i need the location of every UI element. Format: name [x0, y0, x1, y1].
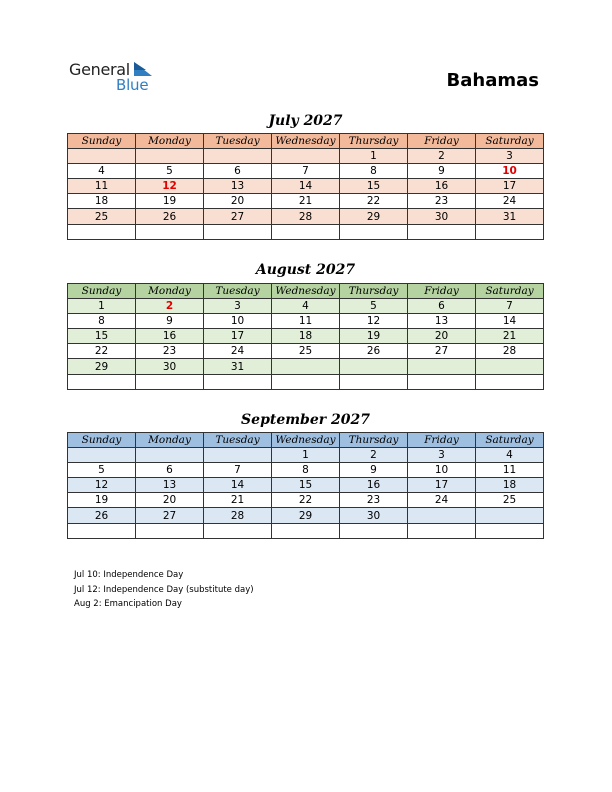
day-cell: 10 [204, 314, 272, 329]
empty-day-cell [136, 374, 204, 389]
empty-day-cell [476, 508, 544, 523]
day-cell: 19 [136, 194, 204, 209]
day-cell: 11 [272, 314, 340, 329]
month-title-august: August 2027 [255, 262, 356, 278]
logo-general-text: General [69, 60, 130, 79]
logo-flag-icon [134, 62, 154, 78]
weekday-header: Tuesday [204, 433, 272, 448]
day-cell: 10 [476, 164, 544, 179]
holiday-notes [74, 568, 254, 612]
weekday-header: Thursday [340, 284, 408, 299]
day-cell: 13 [204, 179, 272, 194]
holiday-note: Jul 12: Independence Day (substitute day) [74, 584, 254, 595]
empty-day-cell [68, 149, 136, 164]
day-cell: 6 [204, 164, 272, 179]
day-cell: 24 [204, 344, 272, 359]
week-row [68, 329, 544, 344]
day-cell: 15 [272, 478, 340, 493]
day-cell: 29 [340, 209, 408, 224]
day-cell: 26 [340, 344, 408, 359]
day-cell: 12 [68, 478, 136, 493]
day-cell: 17 [204, 329, 272, 344]
day-cell: 9 [340, 463, 408, 478]
day-cell: 6 [408, 299, 476, 314]
week-row [68, 493, 544, 508]
day-cell: 5 [68, 463, 136, 478]
weekday-header: Tuesday [204, 284, 272, 299]
day-cell: 23 [408, 194, 476, 209]
holiday-note: Jul 10: Independence Day [74, 570, 184, 580]
holiday-note: Aug 2: Emancipation Day [74, 599, 182, 609]
day-cell: 1 [272, 448, 340, 463]
logo-blue-text: Blue [116, 76, 149, 94]
day-cell: 18 [476, 478, 544, 493]
day-cell: 3 [476, 149, 544, 164]
empty-day-cell [272, 359, 340, 374]
day-cell: 1 [340, 149, 408, 164]
day-cell: 27 [136, 508, 204, 523]
day-cell: 16 [136, 329, 204, 344]
week-row [68, 314, 544, 329]
weekday-header: Monday [136, 134, 204, 149]
logo [69, 60, 169, 96]
weekday-header: Thursday [340, 134, 408, 149]
day-cell: 8 [340, 164, 408, 179]
day-cell: 27 [204, 209, 272, 224]
empty-day-cell [408, 359, 476, 374]
weekday-header-row [68, 284, 544, 299]
empty-day-cell [136, 448, 204, 463]
day-cell: 24 [408, 493, 476, 508]
empty-day-cell [272, 374, 340, 389]
empty-day-cell [476, 359, 544, 374]
weekday-header: Thursday [340, 433, 408, 448]
week-row [68, 374, 544, 389]
calendar-august [67, 283, 544, 390]
day-cell: 22 [272, 493, 340, 508]
day-cell: 6 [136, 463, 204, 478]
empty-day-cell [476, 374, 544, 389]
empty-day-cell [272, 224, 340, 239]
day-cell: 2 [136, 299, 204, 314]
day-cell: 19 [340, 329, 408, 344]
day-cell: 9 [136, 314, 204, 329]
day-cell: 7 [204, 463, 272, 478]
weekday-header: Sunday [68, 134, 136, 149]
day-cell: 14 [272, 179, 340, 194]
day-cell: 26 [136, 209, 204, 224]
day-cell: 23 [136, 344, 204, 359]
weekday-header: Wednesday [272, 433, 340, 448]
day-cell: 4 [68, 164, 136, 179]
day-cell: 30 [408, 209, 476, 224]
empty-day-cell [272, 523, 340, 538]
day-cell: 8 [272, 463, 340, 478]
empty-day-cell [476, 224, 544, 239]
day-cell: 12 [340, 314, 408, 329]
calendar-july [67, 133, 544, 240]
day-cell: 3 [408, 448, 476, 463]
weekday-header: Friday [408, 134, 476, 149]
week-row [68, 149, 544, 164]
day-cell: 30 [340, 508, 408, 523]
day-cell: 26 [68, 508, 136, 523]
weekday-header: Monday [136, 284, 204, 299]
day-cell: 31 [476, 209, 544, 224]
weekday-header: Saturday [476, 284, 544, 299]
week-row [68, 359, 544, 374]
week-row [68, 164, 544, 179]
weekday-header: Saturday [476, 433, 544, 448]
day-cell: 20 [408, 329, 476, 344]
day-cell: 13 [408, 314, 476, 329]
day-cell: 25 [68, 209, 136, 224]
month-title-july: July 2027 [268, 113, 343, 129]
empty-day-cell [272, 149, 340, 164]
day-cell: 30 [136, 359, 204, 374]
day-cell: 18 [68, 194, 136, 209]
day-cell: 14 [204, 478, 272, 493]
empty-day-cell [204, 523, 272, 538]
weekday-header: Tuesday [204, 134, 272, 149]
empty-day-cell [136, 224, 204, 239]
day-cell: 9 [408, 164, 476, 179]
weekday-header: Wednesday [272, 134, 340, 149]
week-row [68, 523, 544, 538]
day-cell: 11 [476, 463, 544, 478]
day-cell: 7 [272, 164, 340, 179]
empty-day-cell [408, 374, 476, 389]
empty-day-cell [408, 523, 476, 538]
day-cell: 20 [136, 493, 204, 508]
week-row [68, 508, 544, 523]
day-cell: 17 [476, 179, 544, 194]
day-cell: 2 [340, 448, 408, 463]
day-cell: 28 [476, 344, 544, 359]
day-cell: 27 [408, 344, 476, 359]
week-row [68, 478, 544, 493]
day-cell: 25 [476, 493, 544, 508]
day-cell: 21 [204, 493, 272, 508]
country-title: Bahamas [446, 70, 539, 91]
day-cell: 15 [340, 179, 408, 194]
day-cell: 12 [136, 179, 204, 194]
day-cell: 31 [204, 359, 272, 374]
day-cell: 11 [68, 179, 136, 194]
week-row [68, 224, 544, 239]
day-cell: 18 [272, 329, 340, 344]
day-cell: 21 [272, 194, 340, 209]
weekday-header: Sunday [68, 284, 136, 299]
day-cell: 29 [68, 359, 136, 374]
weekday-header-row [68, 433, 544, 448]
day-cell: 29 [272, 508, 340, 523]
week-row [68, 194, 544, 209]
week-row [68, 209, 544, 224]
day-cell: 23 [340, 493, 408, 508]
empty-day-cell [340, 359, 408, 374]
weekday-header: Saturday [476, 134, 544, 149]
empty-day-cell [136, 523, 204, 538]
day-cell: 21 [476, 329, 544, 344]
empty-day-cell [408, 508, 476, 523]
weekday-header-row [68, 134, 544, 149]
day-cell: 1 [68, 299, 136, 314]
calendar-september [67, 432, 544, 539]
week-row [68, 299, 544, 314]
day-cell: 3 [204, 299, 272, 314]
weekday-header: Wednesday [272, 284, 340, 299]
day-cell: 24 [476, 194, 544, 209]
day-cell: 20 [204, 194, 272, 209]
day-cell: 4 [476, 448, 544, 463]
empty-day-cell [68, 523, 136, 538]
day-cell: 25 [272, 344, 340, 359]
weekday-header: Monday [136, 433, 204, 448]
empty-day-cell [204, 149, 272, 164]
empty-day-cell [204, 448, 272, 463]
empty-day-cell [408, 224, 476, 239]
day-cell: 13 [136, 478, 204, 493]
day-cell: 16 [408, 179, 476, 194]
day-cell: 14 [476, 314, 544, 329]
empty-day-cell [340, 523, 408, 538]
week-row [68, 463, 544, 478]
day-cell: 5 [340, 299, 408, 314]
empty-day-cell [340, 224, 408, 239]
empty-day-cell [204, 224, 272, 239]
day-cell: 22 [340, 194, 408, 209]
day-cell: 7 [476, 299, 544, 314]
day-cell: 15 [68, 329, 136, 344]
day-cell: 8 [68, 314, 136, 329]
day-cell: 22 [68, 344, 136, 359]
empty-day-cell [68, 374, 136, 389]
day-cell: 4 [272, 299, 340, 314]
week-row [68, 344, 544, 359]
day-cell: 19 [68, 493, 136, 508]
day-cell: 10 [408, 463, 476, 478]
empty-day-cell [68, 448, 136, 463]
day-cell: 28 [272, 209, 340, 224]
weekday-header: Friday [408, 433, 476, 448]
day-cell: 17 [408, 478, 476, 493]
weekday-header: Sunday [68, 433, 136, 448]
day-cell: 28 [204, 508, 272, 523]
empty-day-cell [476, 523, 544, 538]
month-title-september: September 2027 [241, 412, 370, 428]
week-row [68, 448, 544, 463]
empty-day-cell [68, 224, 136, 239]
empty-day-cell [340, 374, 408, 389]
day-cell: 16 [340, 478, 408, 493]
week-row [68, 179, 544, 194]
empty-day-cell [204, 374, 272, 389]
day-cell: 5 [136, 164, 204, 179]
empty-day-cell [136, 149, 204, 164]
weekday-header: Friday [408, 284, 476, 299]
day-cell: 2 [408, 149, 476, 164]
